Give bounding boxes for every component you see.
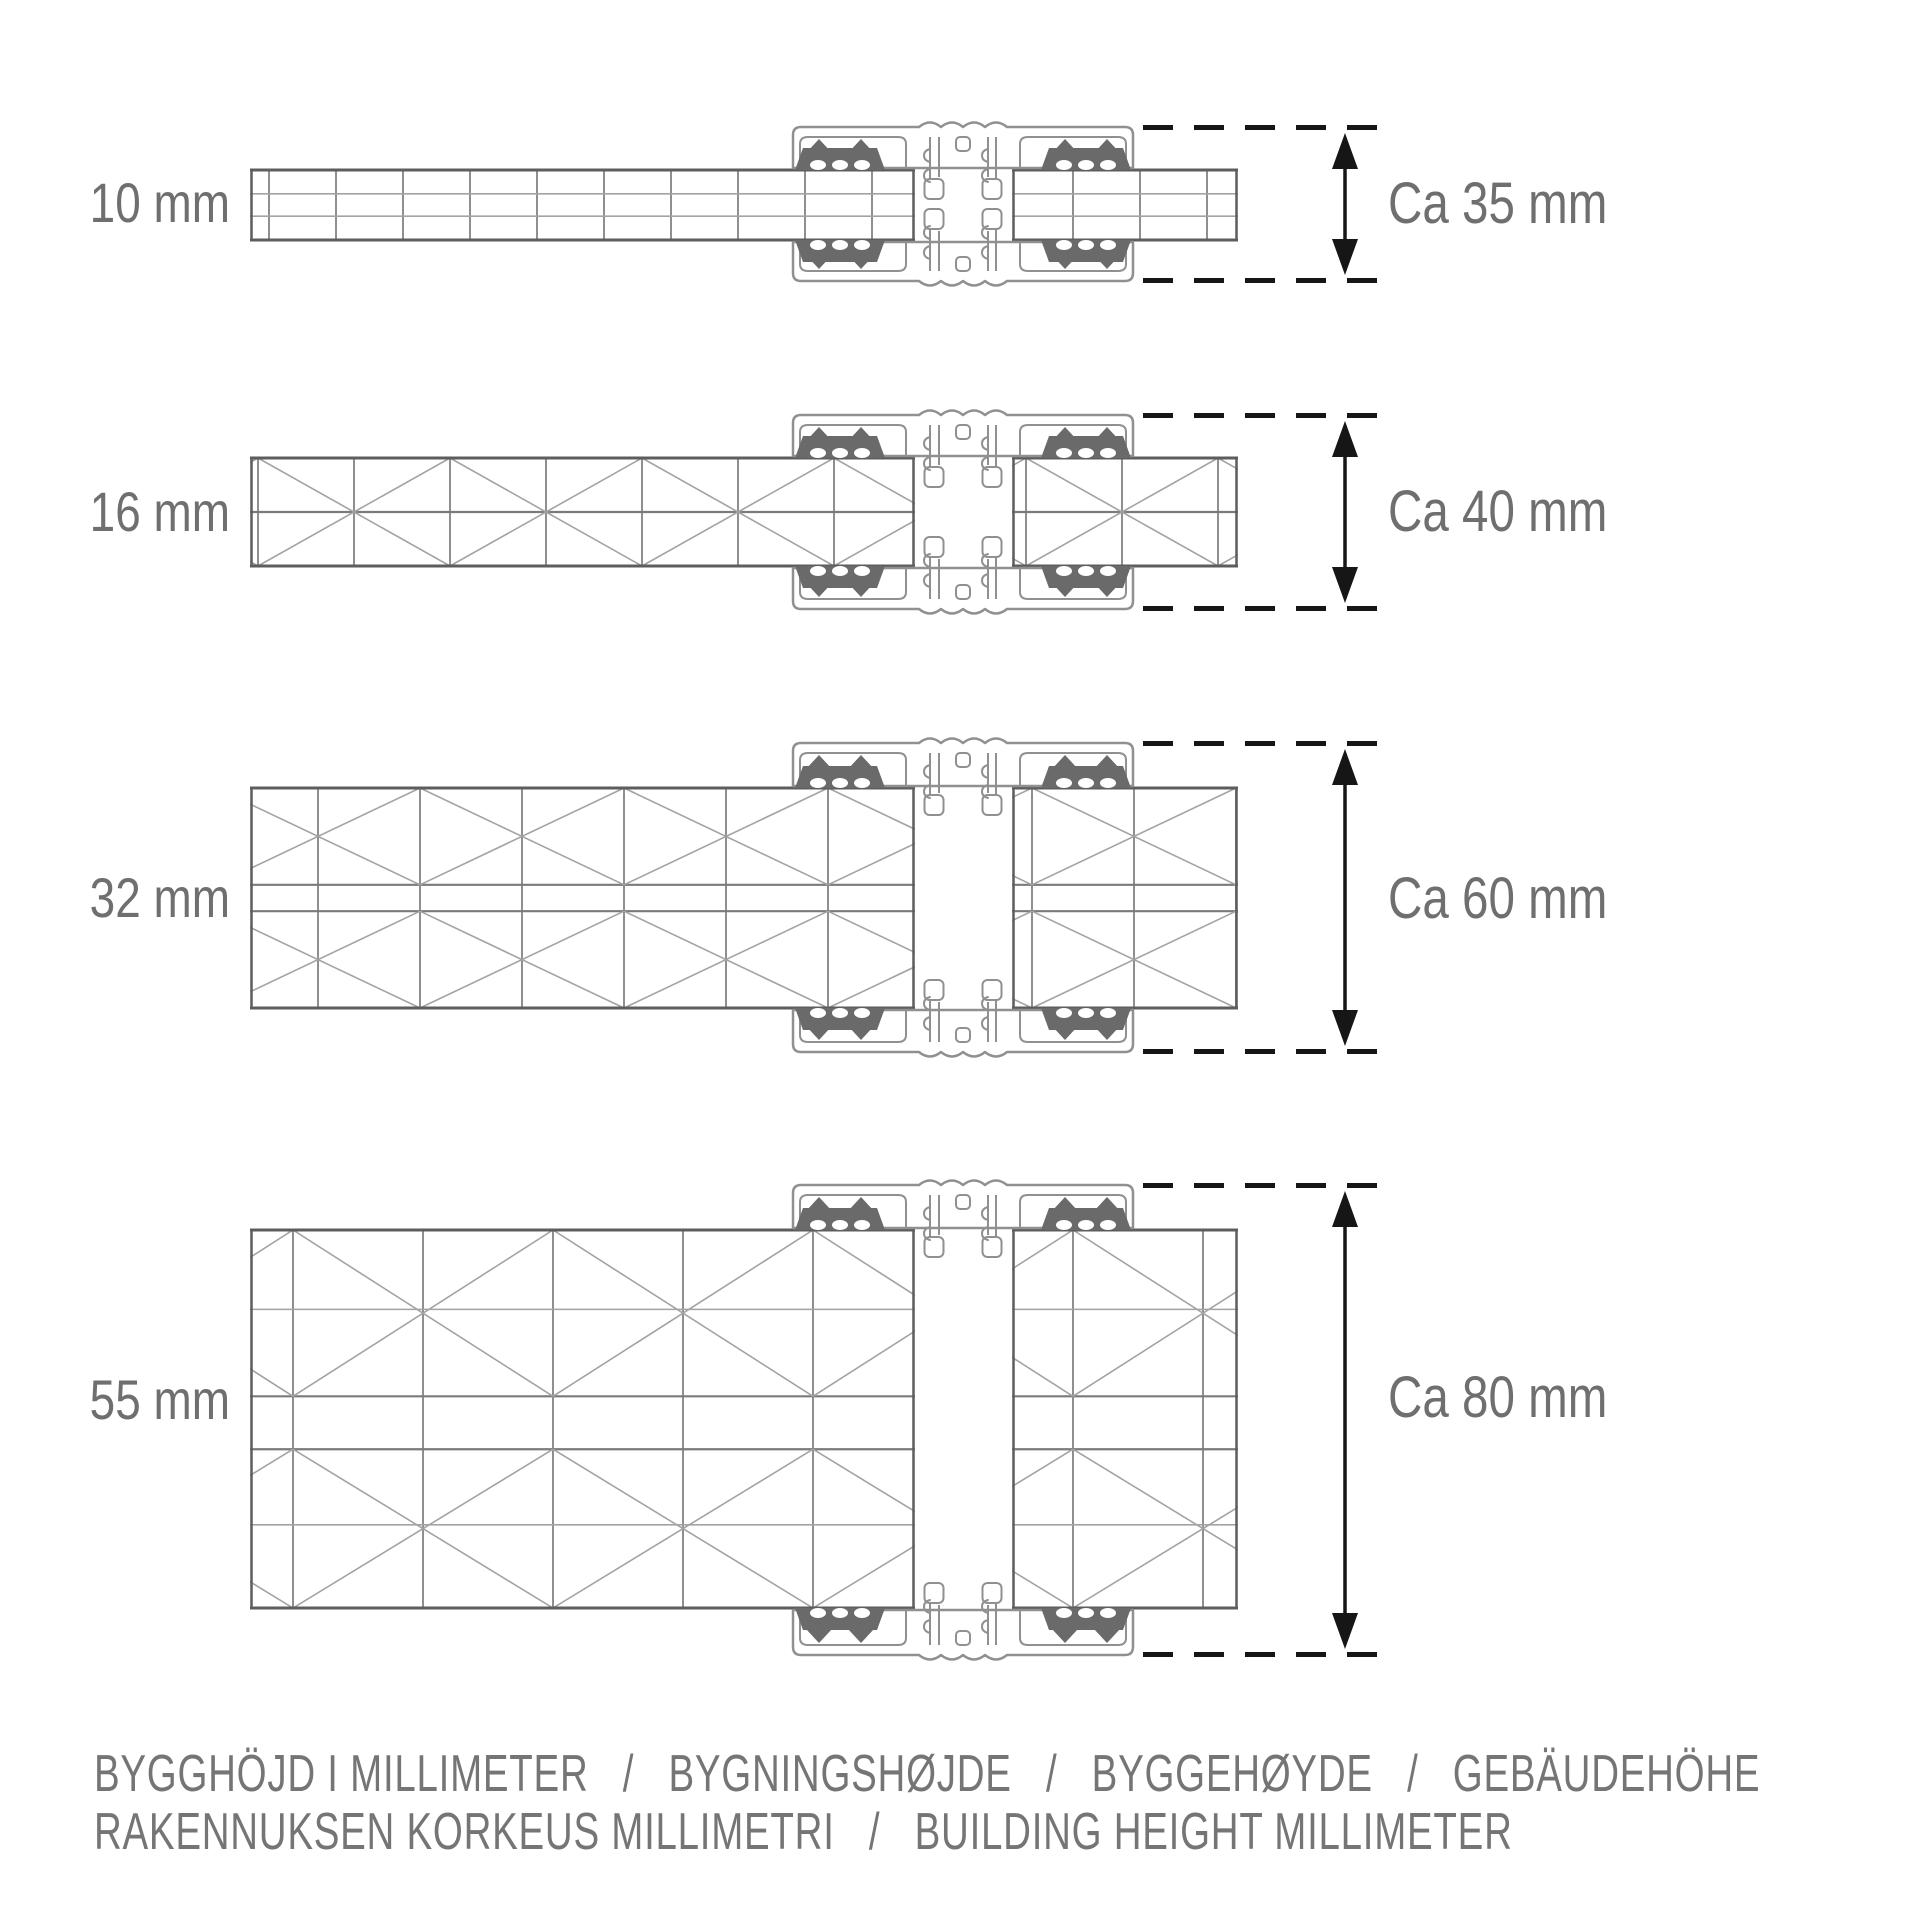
panel-thickness-label-32mm: 32 mm — [89, 866, 230, 929]
footer-caption-line-2: RAKENNUKSEN KORKEUS MILLIMETRI / BUILDING HEIGHT MILLIMETER — [94, 1803, 1513, 1861]
building-height-label-35mm: Ca 35 mm — [1388, 171, 1608, 236]
panel-thickness-label-55mm: 55 mm — [89, 1368, 230, 1431]
building-height-label-80mm: Ca 80 mm — [1388, 1365, 1608, 1430]
building-height-label-40mm: Ca 40 mm — [1388, 479, 1608, 544]
panel-thickness-label-10mm: 10 mm — [89, 171, 230, 234]
panel-thickness-label-16mm: 16 mm — [89, 480, 230, 543]
building-height-label-60mm: Ca 60 mm — [1388, 866, 1608, 931]
assembly-10mm — [250, 123, 1398, 286]
footer-caption-line-1: BYGGHÖJD I MILLIMETER / BYGNINGSHØJDE / BYGGEHØYDE / GEBÄUDEHÖHE — [94, 1745, 1761, 1803]
